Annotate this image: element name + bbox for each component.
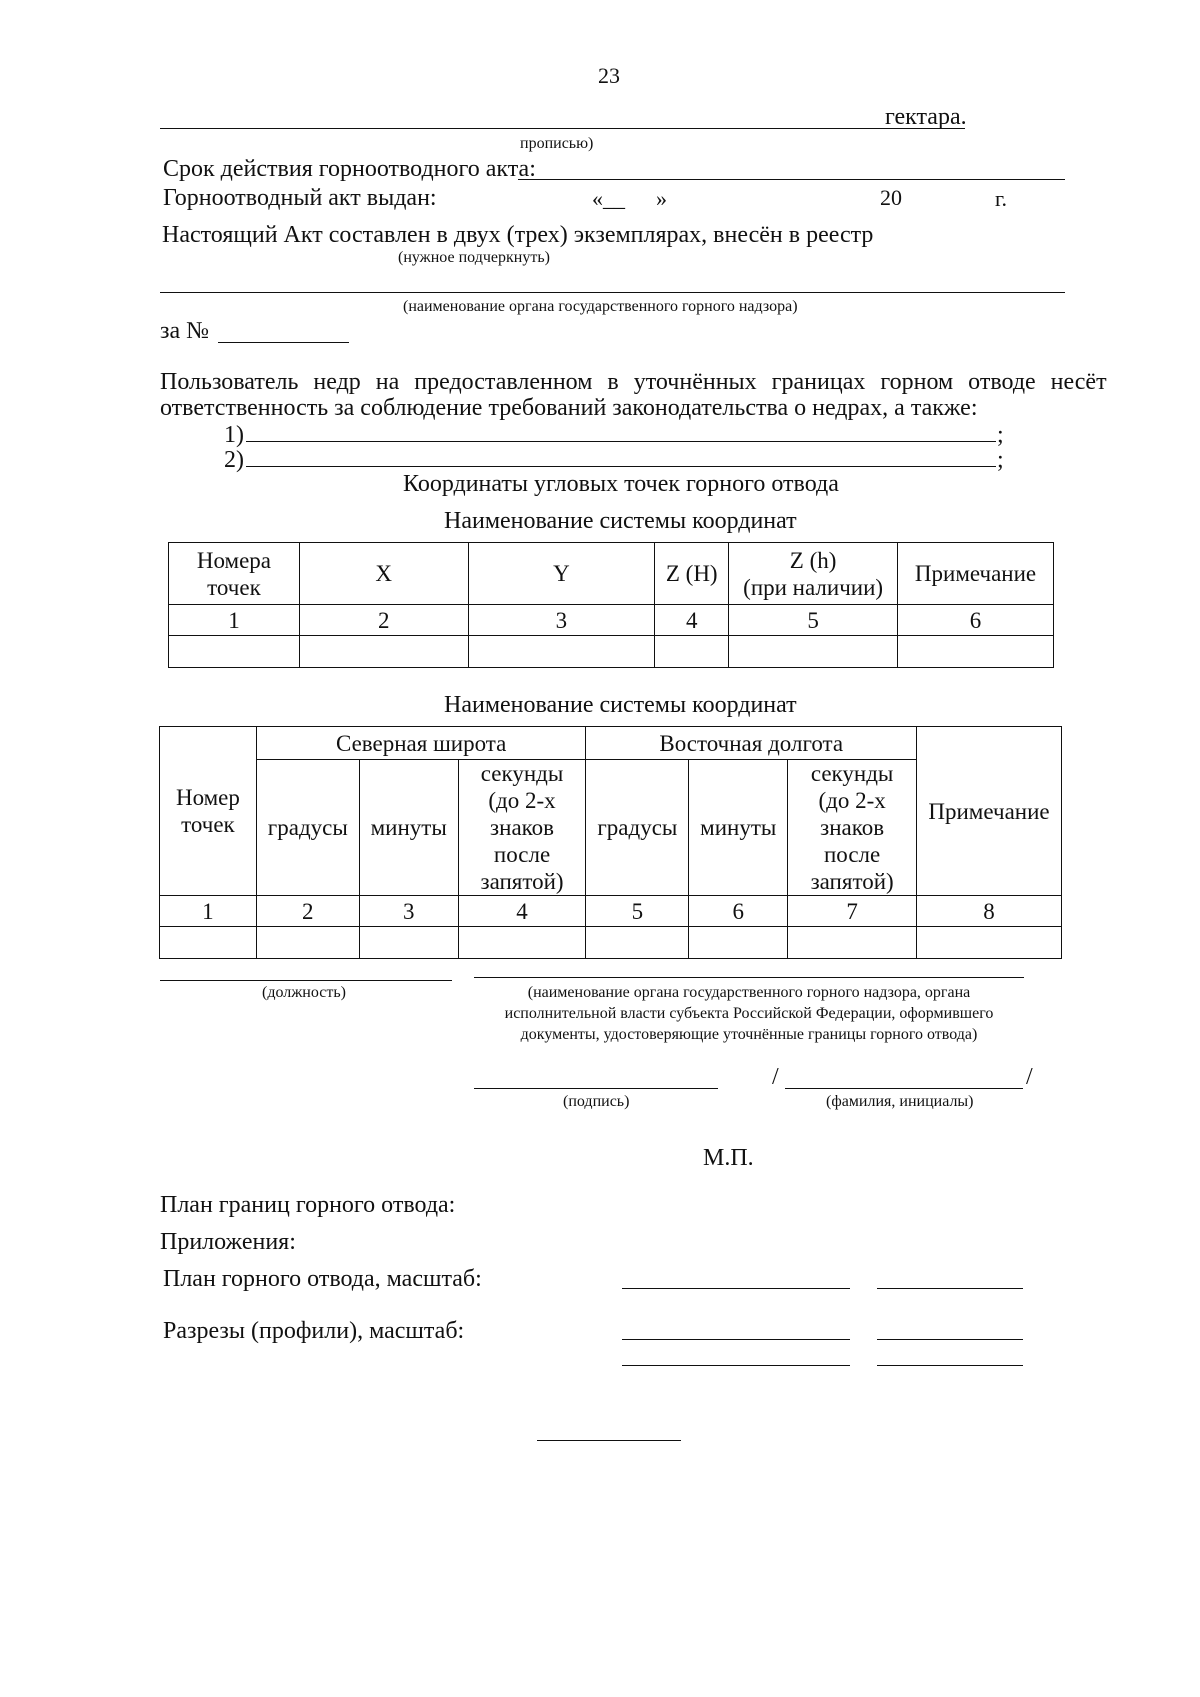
column-number: 3: [468, 605, 655, 636]
position-caption: (должность): [262, 984, 346, 1001]
position-field[interactable]: [160, 980, 452, 981]
issuing-authority-caption-line: документы, удостоверяющие уточнённые границы горного отвода): [520, 1026, 978, 1043]
coordinates-table-1: [168, 542, 1054, 668]
table-cell[interactable]: [689, 927, 788, 959]
registry-authority-field[interactable]: [160, 292, 1065, 293]
table2-system-title: Наименование системы координат: [444, 692, 797, 718]
table1-system-title: Наименование системы координат: [444, 508, 797, 534]
column-number: 2: [299, 605, 468, 636]
item-1-label: 1): [224, 422, 244, 448]
table-row: [169, 636, 1054, 668]
column-number: 6: [898, 605, 1054, 636]
header-lat-seconds: секунды (до 2-х знаков после запятой): [458, 760, 586, 896]
column-number: 3: [359, 896, 458, 927]
item-1-end: ;: [997, 422, 1004, 448]
header-z-h: Z (H): [655, 543, 729, 605]
registry-number-field[interactable]: [218, 342, 349, 343]
column-number: 1: [169, 605, 300, 636]
coordinates-title: Координаты угловых точек горного отвода: [403, 471, 839, 497]
table-cell[interactable]: [655, 636, 729, 668]
header-y: Y: [468, 543, 655, 605]
sections-scale-field-4[interactable]: [877, 1365, 1023, 1366]
coordinates-table-2: [159, 726, 1062, 959]
sections-scale-field-3[interactable]: [622, 1365, 850, 1366]
authority-caption: (наименование органа государственного горного надзора): [403, 298, 798, 315]
name-slash-left: /: [772, 1064, 779, 1090]
table-row: [160, 927, 1062, 959]
header-point-numbers: Номера точек: [169, 543, 300, 605]
header-north-latitude: Северная широта: [256, 727, 586, 760]
issued-year-suffix: г.: [995, 186, 1008, 211]
header-lon-degrees: градусы: [586, 760, 689, 896]
header-lat-degrees: градусы: [256, 760, 359, 896]
in-words-caption: прописью): [520, 135, 594, 152]
table-cell[interactable]: [729, 636, 898, 668]
stamp-place: М.П.: [703, 1145, 754, 1171]
act-copies-caption: (нужное подчеркнуть): [398, 249, 550, 266]
table-cell[interactable]: [160, 927, 257, 959]
header-z-h-optional: Z (h) (при наличии): [729, 543, 898, 605]
item-2-end: ;: [997, 447, 1004, 473]
table-cell[interactable]: [256, 927, 359, 959]
header-note: Примечание: [917, 727, 1062, 896]
plan-scale-field-1[interactable]: [622, 1288, 850, 1289]
table-cell[interactable]: [458, 927, 586, 959]
responsibility-line-2: ответственность за соблюдение требований законодательства о недрах, а также:: [160, 395, 978, 421]
name-field[interactable]: [785, 1088, 1023, 1089]
responsibility-line-1: Пользователь недр на предоставленном в уточнённых границах горном отводе несёт: [160, 369, 1107, 395]
issuing-authority-caption-line: исполнительной власти субъекта Российской Федерации, оформившего: [504, 1005, 994, 1022]
header-point-number: Номер точек: [160, 727, 257, 896]
column-number: 2: [256, 896, 359, 927]
signature-field[interactable]: [474, 1088, 718, 1089]
column-number: 7: [788, 896, 917, 927]
sections-scale-field-2[interactable]: [877, 1339, 1023, 1340]
area-line[interactable]: [160, 128, 965, 129]
sections-scale-field-1[interactable]: [622, 1339, 850, 1340]
table-cell[interactable]: [359, 927, 458, 959]
item-2-label: 2): [224, 447, 244, 473]
signature-caption: (подпись): [563, 1093, 630, 1110]
plan-scale-field-2[interactable]: [877, 1288, 1023, 1289]
header-note: Примечание: [898, 543, 1054, 605]
table-cell[interactable]: [299, 636, 468, 668]
column-number: 4: [458, 896, 586, 927]
item-1-field[interactable]: [246, 441, 996, 442]
header-lon-minutes: минуты: [689, 760, 788, 896]
table-cell[interactable]: [917, 927, 1062, 959]
page-number: 23: [598, 63, 620, 88]
end-divider: [537, 1440, 681, 1441]
hectare-label: гектара.: [885, 104, 967, 130]
table-cell[interactable]: [586, 927, 689, 959]
header-lon-seconds: секунды (до 2-х знаков после запятой): [788, 760, 917, 896]
act-copies-text: Настоящий Акт составлен в двух (трех) экземплярах, внесён в реестр: [162, 222, 874, 248]
issued-year[interactable]: 20: [880, 185, 902, 210]
table-cell[interactable]: [788, 927, 917, 959]
issuing-authority-caption-line: (наименование органа государственного горного надзора, органа: [527, 984, 971, 1001]
validity-label: Срок действия горноотводного акта:: [163, 156, 536, 182]
table-cell[interactable]: [169, 636, 300, 668]
table-cell[interactable]: [898, 636, 1054, 668]
issued-label: Горноотводный акт выдан:: [163, 185, 437, 211]
name-slash-right: /: [1026, 1064, 1033, 1090]
column-number: 5: [729, 605, 898, 636]
appendix-label: Приложения:: [160, 1229, 296, 1255]
column-number: 6: [689, 896, 788, 927]
header-east-longitude: Восточная долгота: [586, 727, 917, 760]
number-label: за №: [160, 318, 210, 344]
issuing-authority-caption: [474, 982, 1024, 1045]
plan-label: План границ горного отвода:: [160, 1192, 456, 1218]
issuing-authority-field[interactable]: [474, 977, 1024, 978]
issued-day-field[interactable]: «__: [592, 186, 625, 211]
sections-scale-label: Разрезы (профили), масштаб:: [163, 1318, 465, 1344]
column-number: 5: [586, 896, 689, 927]
item-2-field[interactable]: [246, 466, 996, 467]
name-caption: (фамилия, инициалы): [826, 1093, 974, 1110]
column-number: 1: [160, 896, 257, 927]
header-x: X: [299, 543, 468, 605]
column-number: 4: [655, 605, 729, 636]
validity-field[interactable]: [518, 179, 1065, 180]
issued-quote-close: »: [656, 186, 667, 211]
table-cell[interactable]: [468, 636, 655, 668]
column-number: 8: [917, 896, 1062, 927]
header-lat-minutes: минуты: [359, 760, 458, 896]
plan-scale-label: План горного отвода, масштаб:: [163, 1266, 482, 1292]
